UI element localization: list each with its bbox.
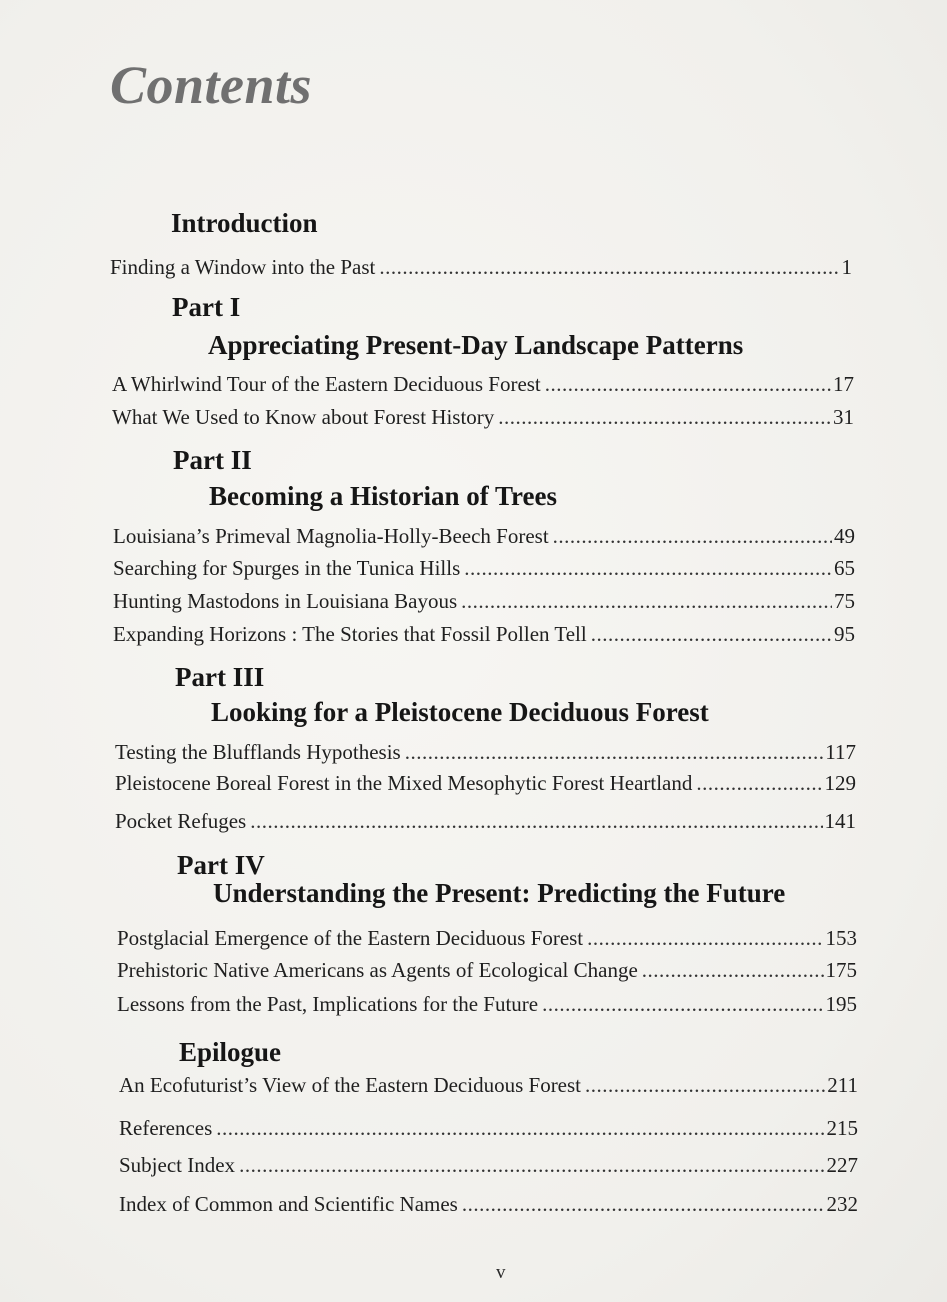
- toc-entry: [113, 524, 855, 548]
- section-heading-introduction: Introduction: [171, 208, 318, 238]
- toc-entry-page: 49: [834, 524, 855, 548]
- dot-leader: [553, 524, 832, 548]
- toc-entry-label: Prehistoric Native Americans as Agents of Ecological Change: [117, 958, 638, 982]
- section-subheading-part-3: Looking for a Pleistocene Deciduous Forest: [211, 697, 709, 727]
- toc-entry-label: A Whirlwind Tour of the Eastern Deciduous Forest: [112, 372, 541, 396]
- section-subheading-part-1: Appreciating Present-Day Landscape Patterns: [208, 330, 744, 360]
- toc-entry: [117, 926, 857, 950]
- toc-entry-page: 175: [825, 958, 857, 982]
- page-folio: v: [496, 1262, 506, 1283]
- section-heading-part-3: Part III: [175, 662, 265, 692]
- dot-leader: [379, 255, 839, 279]
- toc-entry-label: Testing the Blufflands Hypothesis: [115, 740, 401, 764]
- toc-entry: [113, 589, 855, 613]
- dot-leader: [462, 1192, 825, 1216]
- dot-leader: [587, 926, 823, 950]
- toc-entry-label: Subject Index: [119, 1153, 236, 1177]
- dot-leader: [498, 405, 831, 429]
- toc-entry-page: 195: [825, 992, 857, 1016]
- toc-entry-label: What We Used to Know about Forest History: [112, 405, 495, 429]
- toc-entry: [110, 255, 852, 279]
- toc-entry-label: Searching for Spurges in the Tunica Hills: [113, 556, 461, 580]
- toc-entry-page: 95: [834, 622, 855, 646]
- dot-leader: [461, 589, 832, 613]
- toc-entry: [119, 1192, 858, 1216]
- toc-entry-page: 232: [826, 1192, 858, 1216]
- toc-entry-label: Louisiana’s Primeval Magnolia-Holly-Beech Forest: [113, 524, 549, 548]
- section-heading-epilogue: Epilogue: [179, 1037, 282, 1067]
- toc-entry: [117, 958, 857, 982]
- toc-entry-page: 65: [834, 556, 855, 580]
- toc-entry: [119, 1116, 858, 1140]
- toc-entry-page: 227: [826, 1153, 858, 1177]
- toc-entry-label: Pocket Refuges: [115, 809, 247, 833]
- section-subheading-part-4: Understanding the Present: Predicting the Future: [213, 878, 786, 908]
- dot-leader: [239, 1153, 824, 1177]
- toc-entry-page: 141: [824, 809, 856, 833]
- toc-entry-label: Pleistocene Boreal Forest in the Mixed Mesophytic Forest Heartland: [115, 771, 693, 795]
- toc-entry-page: 129: [824, 771, 856, 795]
- toc-entry-page: 31: [833, 405, 854, 429]
- toc-entry-label: An Ecofuturist’s View of the Eastern Deciduous Forest: [119, 1073, 582, 1097]
- dot-leader: [642, 958, 824, 982]
- dot-leader: [405, 740, 824, 764]
- toc-entry: [117, 992, 857, 1016]
- section-heading-part-2: Part II: [173, 445, 252, 475]
- toc-entry-page: 17: [833, 372, 854, 396]
- toc-entry: [119, 1153, 858, 1177]
- dot-leader: [250, 809, 822, 833]
- dot-leader: [591, 622, 832, 646]
- page-title: Contents: [110, 55, 313, 115]
- toc-entry: [113, 622, 855, 646]
- dot-leader: [696, 771, 822, 795]
- toc-entry-page: 75: [834, 589, 855, 613]
- toc-entry-page: 153: [825, 926, 857, 950]
- toc-entry-label: Expanding Horizons : The Stories that Fossil Pollen Tell: [113, 622, 587, 646]
- dot-leader: [545, 372, 831, 396]
- toc-entry: [115, 771, 856, 795]
- toc-entry: [112, 405, 854, 429]
- toc-entry-page: 117: [825, 740, 856, 764]
- toc-entry-label: References: [119, 1116, 213, 1140]
- section-heading-part-4: Part IV: [177, 850, 265, 880]
- dot-leader: [542, 992, 823, 1016]
- dot-leader: [585, 1073, 825, 1097]
- toc-entry: [119, 1073, 858, 1097]
- toc-entry: [113, 556, 855, 580]
- toc-entry-label: Hunting Mastodons in Louisiana Bayous: [113, 589, 458, 613]
- toc-entry: [112, 372, 854, 396]
- toc-entry-label: Lessons from the Past, Implications for the Future: [117, 992, 539, 1016]
- toc-entry-page: 211: [827, 1073, 858, 1097]
- toc-entry-page: 1: [841, 255, 852, 279]
- section-subheading-part-2: Becoming a Historian of Trees: [209, 481, 557, 511]
- dot-leader: [464, 556, 832, 580]
- toc-entry-page: 215: [826, 1116, 858, 1140]
- toc-entry-label: Postglacial Emergence of the Eastern Deciduous Forest: [117, 926, 584, 950]
- section-heading-part-1: Part I: [172, 292, 241, 322]
- toc-entry: [115, 809, 856, 833]
- toc-entry-label: Finding a Window into the Past: [110, 255, 376, 279]
- dot-leader: [216, 1116, 824, 1140]
- toc-entry: [115, 740, 856, 764]
- toc-entry-label: Index of Common and Scientific Names: [119, 1192, 458, 1216]
